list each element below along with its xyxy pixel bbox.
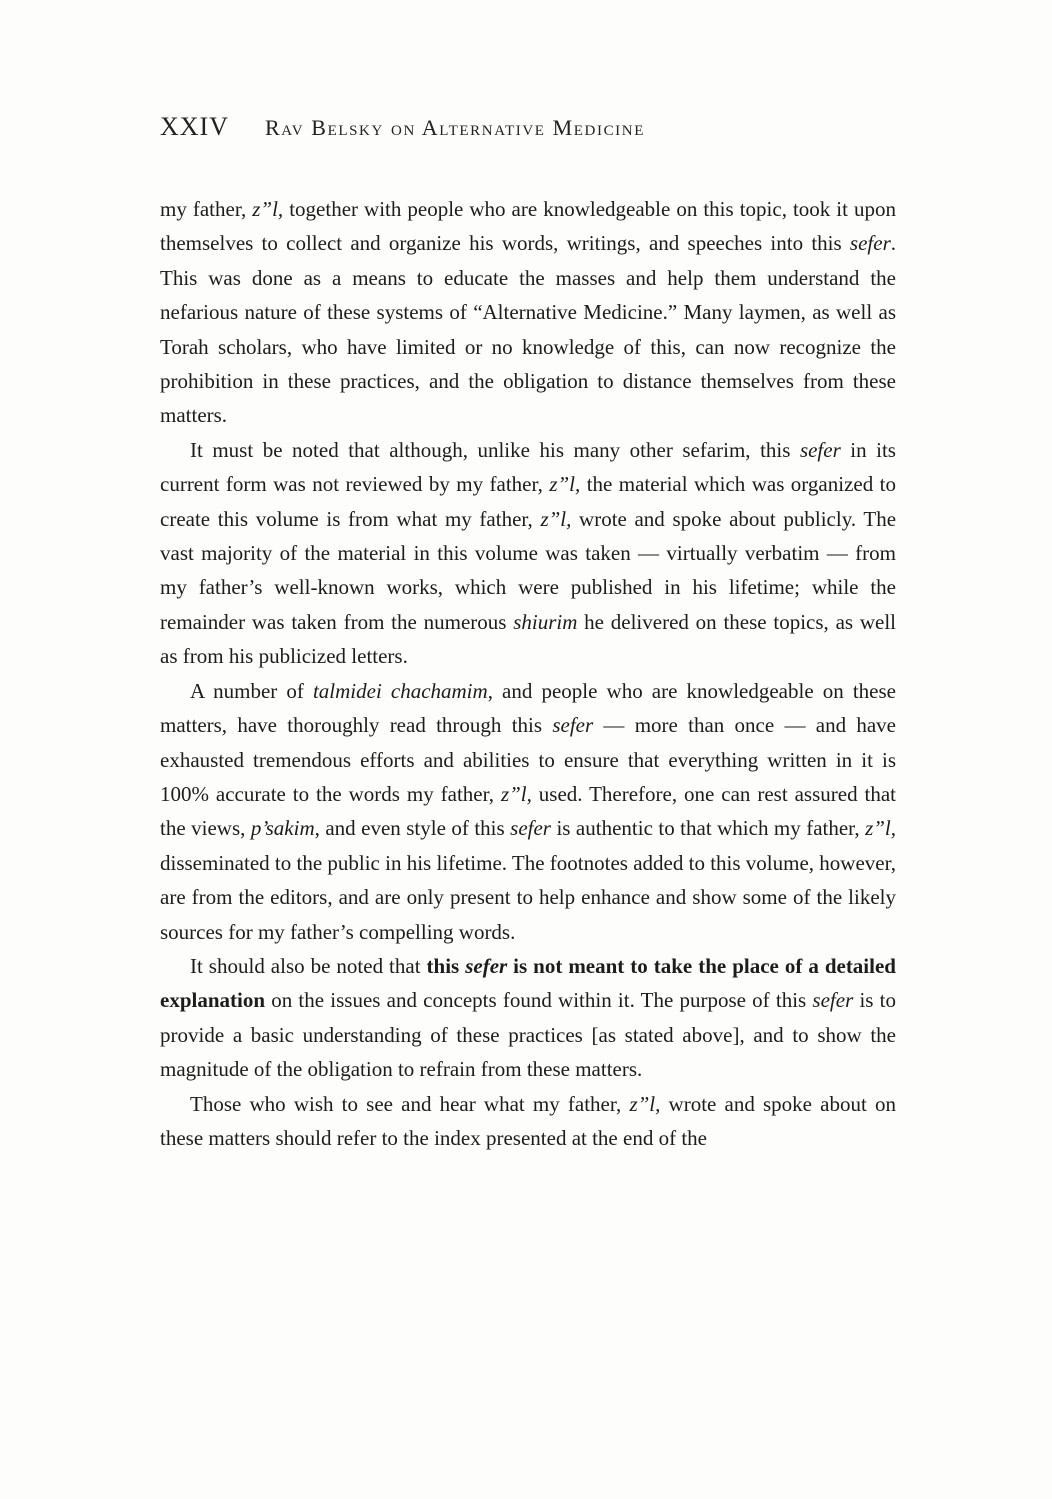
text-run: is authentic to that which my father, [550,816,866,841]
text-run: It should also be noted that [190,953,427,978]
paragraph [160,949,896,1087]
text-run: A number of [190,678,313,703]
text-run: together with people who are knowledgeable on this topic, took it upon themselves to collect and organize his words, writings, and speeches into this [160,197,896,256]
text-run: z”l, [629,1091,661,1116]
text-run: on the issues and concepts found within it. The purpose of this [265,988,813,1013]
text-run: sefer [812,988,854,1013]
text-run: talmidei chachamim [312,678,488,703]
text-run: is not meant to take the place of a detailed explanation [160,953,896,1013]
text-run: , and even style of this [314,816,511,841]
text-run: in its current form was not reviewed by my father, [160,437,896,497]
text-run: the material which was organized to create this volume is from what my father, [160,472,896,531]
running-title: Rav Belsky on Alternative Medicine [265,115,645,140]
text-run: sefer [849,231,891,256]
text-run: disseminated to the public in his lifetime. The footnotes added to this volume, however, are from the editors, and are only present to help enhance and show some of the likely sources for my father’s compelling words. [160,850,896,944]
text-run: p’sakim [250,816,315,841]
text-run: z”l, [865,816,896,841]
body-text [160,192,896,1155]
text-run: sefer [552,713,594,738]
page-content [160,112,896,1155]
text-run: It must be noted that although, unlike his many other sefarim, this [190,437,800,462]
paragraph [160,192,896,433]
paragraph [160,433,896,674]
text-run: Those who wish to see and hear what my father, [190,1091,630,1116]
page-number: XXIV [160,112,229,141]
text-run: , and people who are knowledgeable on these matters, have thoroughly read through this [160,678,896,738]
text-run: this [426,953,466,978]
text-run: is to provide a basic understanding of these practices [as stated above], and to show the magnitude of the obligation to refrain from these matters. [160,988,896,1082]
text-run: z”l, [252,197,284,221]
text-run: sefer [465,953,508,978]
paragraph [160,1087,896,1156]
text-run: wrote and spoke about on these matters should refer to the index presented at the end of the [160,1091,896,1150]
text-run: wrote and spoke about publicly. The vast majority of the material in this volume was taken — virtually verbatim — from my father’s well-known works, which were published in his lifetime; while the remainder was taken from the numerous [160,506,897,634]
text-run: z”l, [540,506,572,531]
text-run: used. Therefore, one can rest assured that the views, [160,781,896,841]
paragraph [160,674,896,949]
text-run: shiurim [513,609,578,634]
text-run: my father, [160,197,253,221]
text-run: z”l, [500,781,532,806]
text-run: he delivered on these topics, as well as from his publicized letters. [160,609,896,669]
page-header [160,112,896,142]
text-run: z”l, [549,472,581,497]
text-run: . This was done as a means to educate the masses and help them understand the nefarious nature of these systems of “Alternative Medicine.” Many laymen, as well as Torah scholars, who have limited or no knowledge of this, can now recognize the prohibition in these practices, and the obligation to distance themselves from these matters. [160,231,896,428]
text-run: sefer [510,816,551,841]
text-run: — more than once — and have exhausted tremendous efforts and abilities to ensure that everything written in it is 100% accurate to the words my father, [160,713,896,806]
text-run: sefer [799,437,841,462]
